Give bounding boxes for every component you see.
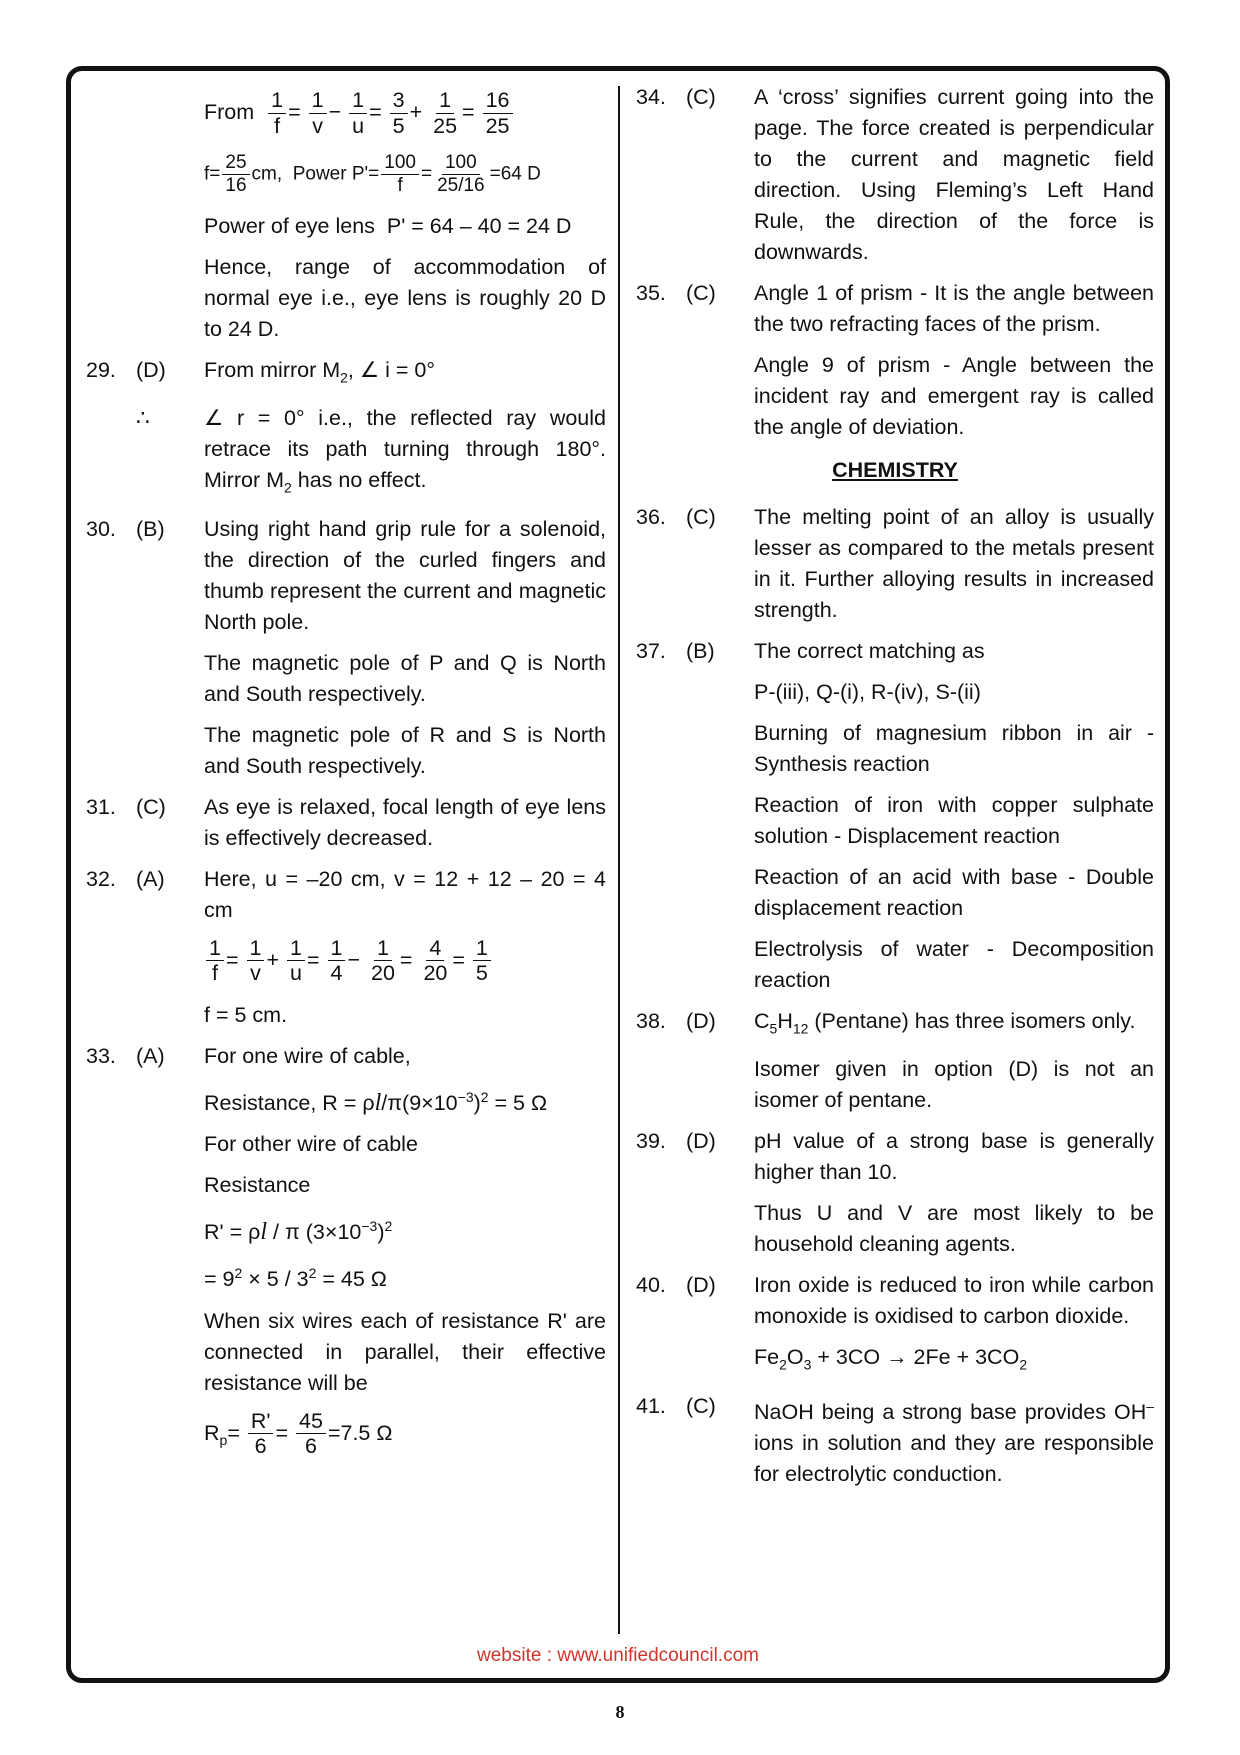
- section-heading: CHEMISTRY: [832, 458, 958, 482]
- eye-power-line: Power of eye lens P' = 64 – 40 = 24 D: [204, 214, 572, 239]
- question-31: 31. (C) As eye is relaxed, focal length of eye lens is effectively decreased.: [86, 794, 606, 850]
- question-38: 38. (D) $C_5H_{12}$ (Pentane) has three isomers only. Isomer given in option (D) is not an isomer of pentane.: [636, 1009, 1154, 1113]
- question-32: 32. (A) Here, u = –20 cm, v = 12 + 12 – 20 = 4 cm $\frac{1}{f}$ = $\frac{1}{v}$ + $\frac{1}{u}$ = $\frac{1}{4}$ − $\frac{1}{20}$ = $\frac{4}{20}$ = $\frac{1}{5}$ f = 5 cm.: [86, 866, 606, 1028]
- lens-equation: From $\frac{1}{f}$ = $\frac{1}{v}$ − $\frac{1}{u}$ = $\frac{3}{5}$ + $\frac{1}{25}$ = $\frac{16}{25}$: [204, 88, 606, 138]
- page-number: 8: [615, 1702, 625, 1722]
- question-35: 35. (C) Angle 1 of prism - It is the angle between the two refracting faces of the prism. Angle 9 of prism - Angle between the incident ray and emergent ray is called the angle of deviation.: [636, 281, 1154, 439]
- parallel-resistance: $R_p=$ $\frac{R'}{6}$ = $\frac{45}{6}$ =7.5 Ω: [204, 1408, 393, 1459]
- question-29-therefore: ∴ ∠ r = 0° i.e., the reflected ray would retrace its path turning through 180°. Mirror $M_2$ has no effect.: [136, 406, 606, 496]
- question-34: 34. (C) A ‘cross’ signifies current going into the page. The force created is perpendicular to the current and magnetic field direction. Using Fleming’s Left Hand Rule, the direction of the force is downwards.: [636, 85, 1154, 264]
- accommodation-range: Hence, range of accommodation of normal eye i.e., eye lens is roughly 20 D to 24 D.: [204, 255, 606, 342]
- question-36: 36. (C) The melting point of an alloy is usually lesser as compared to the metals present in it. Further alloying results in increased strength.: [636, 505, 1154, 622]
- question-39: 39. (D) pH value of a strong base is generally higher than 10. Thus U and V are most likely to be household cleaning agents.: [636, 1129, 1154, 1257]
- mirror-equation: $\frac{1}{f}$ = $\frac{1}{v}$ + $\frac{1}{u}$ = $\frac{1}{4}$ − $\frac{1}{20}$ = $\frac{4}{20}$ = $\frac{1}{5}$: [204, 936, 606, 986]
- left-column: [86, 82, 606, 1483]
- right-column: [636, 82, 1154, 1500]
- question-37: 37. (B) The correct matching as P-(iii), Q-(i), R-(iv), S-(ii) Burning of magnesium ribbon in air - Synthesis reaction Reaction of iron with copper sulphate solution - Displacement reaction Reaction of an acid with base - Double displacement reaction Electrolysis of water - Decomposition reaction: [636, 639, 1154, 992]
- question-41: 41. (C) NaOH being a strong base provides OH– ions in solution and they are responsible for electrolytic conduction.: [636, 1393, 1154, 1486]
- question-40: 40. (D) Iron oxide is reduced to iron while carbon monoxide is oxidised to carbon dioxide. $Fe_2O_3 + 3CO \to 2Fe + 3CO_2$: [636, 1273, 1154, 1373]
- website-footer: website : www.unifiedcouncil.com: [477, 1645, 759, 1666]
- q28-continuation: [204, 88, 606, 345]
- column-divider: [618, 86, 620, 1634]
- question-29: 29. (D) From mirror $M_2$, ∠ i = 0°: [86, 358, 435, 386]
- power-equation: f= $\frac{25}{16}$ cm, Power P'= $\frac{100}{f}$ = $\frac{100}{25/16}$ =64 D: [204, 152, 541, 197]
- question-30: 30. (B) Using right hand grip rule for a solenoid, the direction of the curled fingers and thumb represent the current and magnetic North pole. The magnetic pole of P and Q is North and South respectively. The magnetic pole of R and S is North and South respectively.: [86, 516, 606, 778]
- question-33: 33. (A) For one wire of cable, Resistance, $R = \rho l/\pi(9\times 10^{-3})^2 = 5$ Ω For other wire of cable Resistance R' = ρl / π $(3\times 10^{-3})^2$ = $9^2 \times 5 / 3^2 = 45$ Ω When six wires each of resistance R' are connected in parallel, their effective resistance will be $R_p=$ $\frac{R'}{6}$ = $\frac{45}{6}$ =7.5 Ω: [86, 1044, 606, 1459]
